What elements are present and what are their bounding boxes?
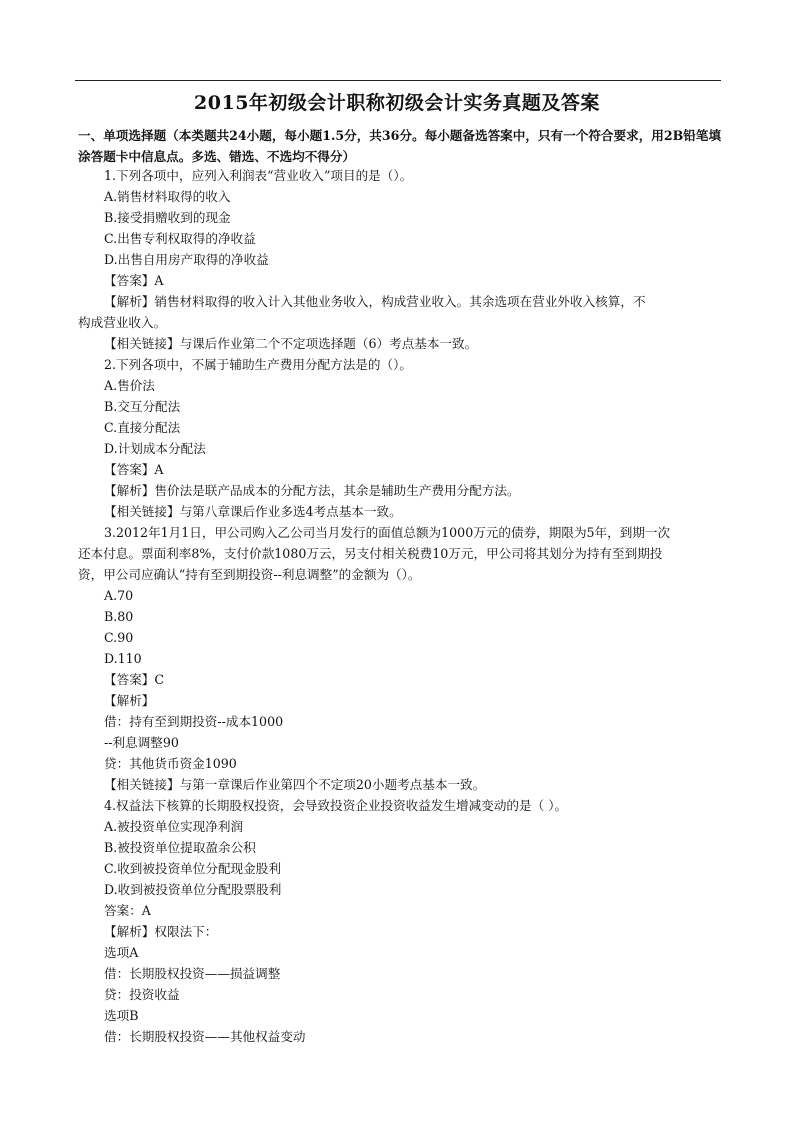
- option-line: D.110: [104, 651, 142, 666]
- journal-entry-line: 借：长期股权投资——其他权益变动: [104, 1029, 306, 1044]
- journal-entry-line: 借：长期股权投资——损益调整: [104, 966, 281, 981]
- section-heading: 一、单项选择题（本类题共24小题，每小题1.5分，共36分。每小题备选答案中，只有一个符合要求，用2B铅笔填涂答题卡中信息点。多选、错选、不选均不得分）: [78, 128, 722, 164]
- option-line: B.交互分配法: [104, 399, 181, 414]
- option-line: C.收到被投资单位分配现金股利: [104, 861, 281, 876]
- journal-entry-line: 贷：其他货币资金1090: [104, 756, 237, 771]
- analysis-line: 【解析】权限法下：: [104, 924, 218, 939]
- answer-line: 【答案】A: [104, 462, 164, 477]
- question-text: 4.权益法下核算的长期股权投资，会导致投资企业投资收益发生增减变动的是（ ）。: [104, 798, 568, 813]
- option-line: D.出售自用房产取得的净收益: [104, 252, 269, 267]
- answer-line: 【答案】A: [104, 273, 164, 288]
- analysis-line: 构成营业收入。: [78, 315, 167, 330]
- journal-entry-line: 借：持有至到期投资--成本1000: [104, 714, 284, 729]
- question-text: 1.下列各项中，应列入利润表“营业收入”项目的是（）。: [104, 168, 413, 183]
- question-text: 还本付息。票面利率8%，支付价款1080万云，另支付相关税费10万元，甲公司将其划分为持有至到期投: [78, 546, 663, 561]
- journal-entry-line: --利息调整90: [104, 735, 179, 750]
- answer-line: 【答案】C: [104, 672, 165, 687]
- option-line: C.90: [104, 630, 134, 645]
- option-line: C.直接分配法: [104, 420, 181, 435]
- option-line: A.70: [104, 588, 134, 603]
- link-line: 【相关链接】与课后作业第二个不定项选择题（6）考点基本一致。: [104, 336, 478, 351]
- option-line: C.出售专利权取得的净收益: [104, 231, 256, 246]
- option-line: A.销售材料取得的收入: [104, 189, 231, 204]
- analysis-line: 【解析】销售材料取得的收入计入其他业务收入，构成营业收入。其余选项在营业外收入核算，不: [104, 294, 646, 309]
- link-line: 【相关链接】与第八章课后作业多选4考点基本一致。: [104, 504, 402, 519]
- page-title: 2015年初级会计职称初级会计实务真题及答案: [194, 92, 600, 114]
- option-line: D.收到被投资单位分配股票股利: [104, 882, 282, 897]
- answer-line: 答案：A: [104, 903, 151, 918]
- option-line: D.计划成本分配法: [104, 441, 206, 456]
- option-line: B.接受捐赠收到的现金: [104, 210, 231, 225]
- option-label-line: 选项B: [104, 1008, 139, 1023]
- analysis-line: 【解析】售价法是联产品成本的分配方法，其余是辅助生产费用分配方法。: [104, 483, 520, 498]
- analysis-line: 【解析】: [104, 693, 155, 708]
- question-text: 资，甲公司应确认“持有至到期投资--利息调整”的金额为（）。: [78, 567, 421, 582]
- header-rule: [75, 80, 721, 81]
- question-text: 2.下列各项中，不属于辅助生产费用分配方法是的（）。: [104, 357, 412, 372]
- link-line: 【相关链接】与第一章课后作业第四个不定项20小题考点基本一致。: [104, 777, 486, 792]
- option-line: A.售价法: [104, 378, 155, 393]
- option-line: B.被投资单位提取盈余公积: [104, 840, 256, 855]
- option-line: A.被投资单位实现净利润: [104, 819, 244, 834]
- question-text: 3.2012年1月1日，甲公司购入乙公司当月发行的面值总额为1000万元的债券，期限为5年，到期一次: [104, 525, 671, 540]
- option-label-line: 选项A: [104, 945, 139, 960]
- journal-entry-line: 贷：投资收益: [104, 987, 180, 1002]
- option-line: B.80: [104, 609, 134, 624]
